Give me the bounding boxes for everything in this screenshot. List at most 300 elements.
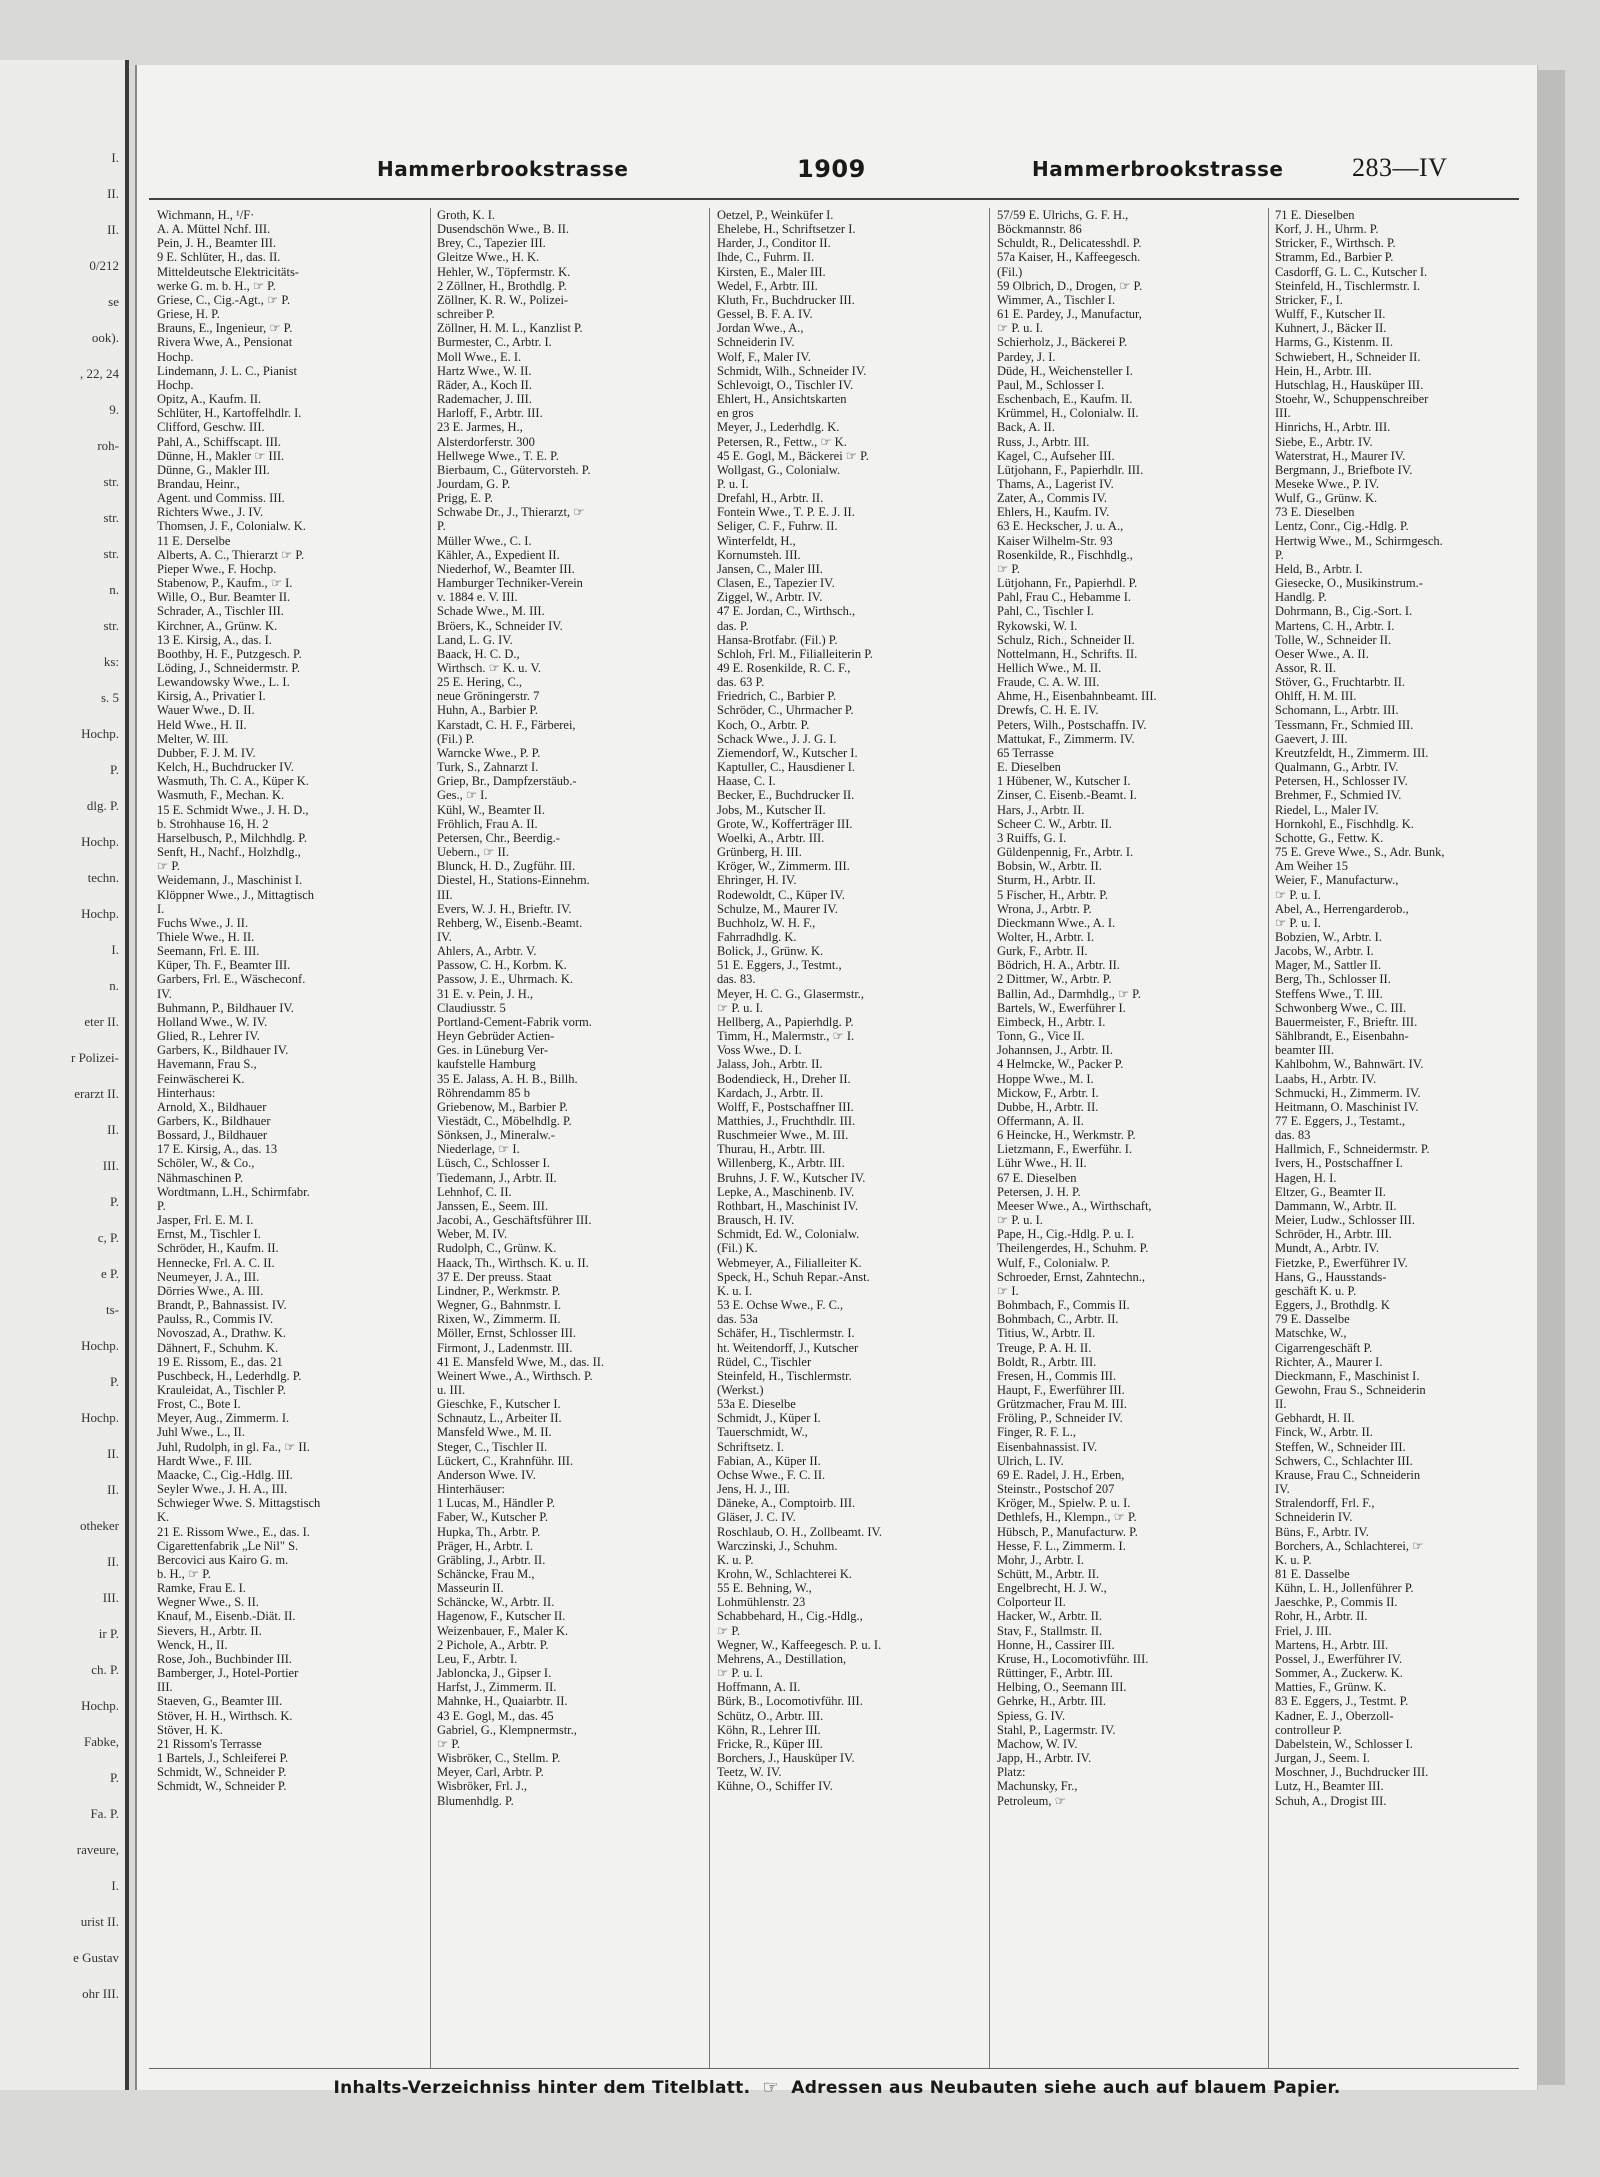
directory-entry: kaufstelle Hamburg: [437, 1057, 536, 1072]
directory-entry: Garbers, K., Bildhauer IV.: [157, 1043, 289, 1058]
directory-entry: Grünberg, H. III.: [717, 845, 802, 860]
directory-entry: Held, B., Arbtr. I.: [1275, 561, 1363, 576]
directory-entry: controlleur P.: [1275, 1722, 1342, 1737]
directory-entry: Schulze, M., Maurer IV.: [717, 901, 838, 916]
fragment-text: I.: [111, 942, 119, 957]
directory-entry: Stricker, F., I.: [1275, 292, 1343, 307]
directory-entry: Schack Wwe., J. J. G. I.: [717, 731, 837, 746]
directory-entry: Gräbling, J., Arbtr. II.: [437, 1552, 546, 1567]
directory-entry: Brausch, H. IV.: [717, 1213, 795, 1228]
page-number: 283—IV: [1352, 153, 1448, 182]
directory-entry: K. u. I.: [717, 1283, 753, 1298]
directory-entry: Müller Wwe., C. I.: [437, 533, 532, 548]
directory-entry: Laabs, H., Arbtr. IV.: [1275, 1071, 1377, 1086]
directory-entry: Lehnhof, C. II.: [437, 1184, 512, 1199]
fragment-text: erarzt II.: [74, 1086, 119, 1101]
directory-entry: Harselbusch, P., Milchhdlg. P.: [157, 830, 307, 845]
directory-entry: Woelki, A., Arbtr. III.: [717, 830, 825, 845]
directory-entry: Mansfeld Wwe., M. II.: [437, 1425, 552, 1440]
directory-entry: Bodendieck, H., Dreher II.: [717, 1071, 851, 1086]
directory-entry: Bossard, J., Bildhauer: [157, 1128, 268, 1143]
directory-entry: Fontein Wwe., T. P. E. J. II.: [717, 505, 855, 520]
directory-entry: Senft, H., Nachf., Holzhdlg.,: [157, 845, 301, 860]
directory-entry: Krohn, W., Schlachterei K.: [717, 1567, 853, 1581]
directory-entry: Maacke, C., Cig.-Hdlg. III.: [157, 1467, 293, 1482]
directory-entry: Wolf, F., Maler IV.: [717, 349, 811, 364]
directory-entry: Haack, Th., Wirthsch. K. u. II.: [437, 1255, 589, 1270]
directory-entry: Röhrendamm 85 b: [437, 1085, 531, 1100]
directory-entry: Hupka, Th., Arbtr. P.: [437, 1524, 541, 1539]
directory-page: [135, 65, 1538, 2098]
directory-entry: Brey, C., Tapezier III.: [437, 236, 546, 251]
directory-entry: Timm, H., Malermstr., ☞ I.: [717, 1029, 855, 1044]
directory-entry: Hellwege Wwe., T. E. P.: [437, 448, 559, 463]
fragment-text: II.: [107, 222, 119, 237]
directory-entry: Dünne, G., Makler III.: [157, 462, 270, 477]
directory-entry: Staeven, G., Beamter III.: [157, 1694, 283, 1709]
directory-entry: Glied, R., Lehrer IV.: [157, 1029, 260, 1044]
fragment-text: II.: [107, 186, 119, 201]
directory-entry: Rohr, H., Arbtr. II.: [1275, 1609, 1368, 1624]
directory-entry: 2 Dittmer, W., Arbtr. P.: [997, 972, 1112, 987]
fragment-text: ohr III.: [82, 1986, 119, 2001]
directory-entry: Fröling, P., Schneider IV.: [997, 1411, 1123, 1426]
directory-entry: Borchers, A., Schlachterei, ☞: [1275, 1538, 1424, 1553]
fragment-text: ir P.: [98, 1626, 119, 1641]
directory-entry: Kardach, J., Arbtr. II.: [717, 1085, 824, 1100]
directory-entry: Präger, H., Arbtr. I.: [437, 1538, 534, 1553]
directory-entry: Wolter, H., Arbtr. I.: [997, 929, 1095, 944]
directory-entry: das. 83: [1275, 1128, 1311, 1143]
directory-entry: Willenberg, K., Arbtr. III.: [717, 1156, 845, 1171]
directory-entry: 57/59 E. Ulrichs, G. F. H.,: [997, 208, 1129, 222]
directory-entry: Hertwig Wwe., M., Schirmgesch.: [1275, 533, 1443, 548]
fragment-text: c, P.: [97, 1230, 119, 1245]
directory-entry: Pahl, C., Tischler I.: [997, 604, 1094, 619]
column-divider: [430, 208, 431, 2068]
directory-entry: Mundt, A., Arbtr. IV.: [1275, 1241, 1379, 1256]
directory-entry: Schlevoigt, O., Tischler IV.: [717, 377, 854, 392]
directory-entry: Lohmühlenstr. 23: [717, 1595, 806, 1610]
fragment-text: r Polizei-: [70, 1050, 119, 1065]
directory-entry: P. u. I.: [717, 476, 749, 491]
column-5: [1275, 208, 1539, 2068]
directory-entry: Weidemann, J., Maschinist I.: [157, 873, 303, 888]
directory-entry: Wauer Wwe., D. II.: [157, 703, 255, 718]
directory-entry: Matschke, W.,: [1275, 1326, 1347, 1341]
directory-entry: Mohr, J., Arbtr. I.: [997, 1552, 1084, 1567]
directory-entry: Garbers, Frl. E., Wäscheconf.: [157, 972, 306, 987]
directory-entry: Schöler, W., & Co.,: [157, 1156, 255, 1171]
directory-entry: Meier, Ludw., Schlosser III.: [1275, 1213, 1415, 1228]
fragment-text: se: [108, 294, 119, 309]
directory-entry: Niederhof, W., Beamter III.: [437, 561, 575, 576]
directory-entry: Rosenkilde, R., Fischhdlg.,: [997, 547, 1133, 562]
directory-entry: Schwabe Dr., J., Thierarzt, ☞: [437, 505, 585, 520]
directory-entry: Gleitze Wwe., H. K.: [437, 250, 540, 265]
directory-entry: Haupt, F., Ewerführer III.: [997, 1382, 1125, 1397]
fragment-text: s. 5: [100, 690, 119, 705]
fragment-text: raveure,: [76, 1842, 119, 1857]
directory-entry: Hellberg, A., Papierhdlg. P.: [717, 1014, 854, 1029]
directory-entry: Bercovici aus Kairo G. m.: [157, 1552, 289, 1567]
fragment-text: Fa. P.: [90, 1806, 119, 1821]
directory-entry: 23 E. Jarmes, H.,: [437, 420, 523, 435]
directory-entry: Bobsin, W., Arbtr. II.: [997, 859, 1102, 874]
directory-entry: Zinser, C. Eisenb.-Beamt. I.: [997, 788, 1137, 803]
directory-entry: 83 E. Eggers, J., Testmt. P.: [1275, 1694, 1409, 1709]
directory-entry: Brehmer, F., Schmied IV.: [1275, 788, 1402, 803]
header-rule: [149, 198, 1519, 200]
directory-entry: Schwiebert, H., Schneider II.: [1275, 349, 1421, 364]
directory-entry: Lüsch, C., Schlosser I.: [437, 1156, 550, 1171]
directory-entry: Mickow, F., Arbtr. I.: [997, 1085, 1099, 1100]
directory-entry: Ziemendorf, W., Kutscher I.: [717, 745, 858, 760]
directory-entry: Dethlefs, H., Klempn., ☞ P.: [997, 1510, 1137, 1525]
directory-entry: Schroeder, Ernst, Zahntechn.,: [997, 1269, 1146, 1284]
directory-entry: Wasmuth, F., Mechan. K.: [157, 788, 285, 803]
directory-entry: Gaevert, J. III.: [1275, 731, 1348, 746]
directory-entry: 55 E. Behning, W.,: [717, 1581, 812, 1596]
directory-entry: Zöllner, K. R. W., Polizei-: [437, 292, 569, 307]
directory-entry: 4 Helmcke, W., Packer P.: [997, 1057, 1124, 1072]
directory-entry: Kühl, W., Beamter II.: [437, 802, 545, 817]
directory-entry: Hinrichs, H., Arbtr. III.: [1275, 420, 1391, 435]
directory-entry: Jordan Wwe., A.,: [717, 321, 804, 336]
directory-entry: Neumeyer, J. A., III.: [157, 1269, 260, 1284]
directory-entry: Puschbeck, H., Lederhdlg. P.: [157, 1368, 302, 1383]
directory-entry: Matthies, J., Fruchthdlr. III.: [717, 1114, 856, 1128]
directory-entry: Fricke, R., Küper III.: [717, 1736, 823, 1751]
directory-entry: Kühn, L. H., Jollenführer P.: [1275, 1581, 1414, 1596]
directory-entry: Kaptuller, C., Hausdiener I.: [717, 760, 856, 775]
directory-entry: K. u. P.: [717, 1552, 754, 1567]
directory-entry: Güldenpennig, Fr., Arbtr. I.: [997, 845, 1134, 860]
directory-entry: Bödrich, H. A., Arbtr. II.: [997, 958, 1120, 973]
directory-entry: Jobs, M., Kutscher II.: [717, 802, 826, 817]
directory-entry: Oetzel, P., Weinküfer I.: [717, 208, 834, 222]
directory-entry: Jacobi, A., Geschäftsführer III.: [437, 1213, 592, 1228]
directory-entry: Stabenow, P., Kaufm., ☞ I.: [157, 576, 293, 591]
directory-entry: Hardt Wwe., F. III.: [157, 1453, 252, 1468]
fragment-text: II.: [107, 1446, 119, 1461]
directory-entry: Gessel, B. F. A. IV.: [717, 307, 813, 322]
directory-entry: Platz:: [997, 1765, 1026, 1780]
directory-entry: Evers, W. J. H., Brieftr. IV.: [437, 901, 572, 916]
directory-entry: Niederlage, ☞ I.: [437, 1142, 520, 1157]
directory-entry: Johannsen, J., Arbtr. II.: [997, 1043, 1113, 1058]
directory-entry: Gebhardt, H. II.: [1275, 1411, 1355, 1426]
directory-entry: K. u. P.: [1275, 1552, 1312, 1567]
directory-entry: Pahl, Frau C., Hebamme I.: [997, 590, 1132, 605]
directory-entry: Lewandowsky Wwe., L. I.: [157, 675, 290, 690]
directory-entry: Assor, R. II.: [1275, 661, 1336, 675]
column-divider: [989, 208, 990, 2068]
directory-entry: Blunck, H. D., Zugführ. III.: [437, 859, 576, 874]
directory-entry: Griebenow, M., Barbier P.: [437, 1099, 568, 1114]
directory-entry: Harfst, J., Zimmerm. II.: [437, 1680, 557, 1695]
directory-entry: Schade Wwe., M. III.: [437, 604, 545, 619]
directory-entry: Tessmann, Fr., Schmied III.: [1275, 717, 1414, 732]
fragment-text: Hochp.: [81, 1698, 119, 1713]
directory-entry: Harms, G., Kistenm. II.: [1275, 335, 1394, 350]
directory-entry: 35 E. Jalass, A. H. B., Billh.: [437, 1071, 578, 1086]
directory-entry: Lentz, Conr., Cig.-Hdlg. P.: [1275, 519, 1409, 534]
directory-entry: Possel, J., Ewerführer IV.: [1275, 1651, 1403, 1666]
directory-entry: Opitz, A., Kaufm. II.: [157, 392, 262, 407]
directory-entry: Machow, W. IV.: [997, 1736, 1078, 1751]
fragment-text: P.: [109, 1194, 119, 1209]
directory-entry: Löding, J., Schneidermstr. P.: [157, 661, 301, 675]
directory-entry: Eltzer, G., Beamter II.: [1275, 1184, 1386, 1199]
directory-entry: ☞ P. u. I.: [717, 1000, 763, 1015]
directory-entry: Kähler, A., Expedient II.: [437, 547, 560, 562]
directory-entry: Cigarrengeschäft P.: [1275, 1340, 1373, 1355]
directory-entry: Wulf, F., Colonialw. P.: [997, 1255, 1110, 1270]
directory-entry: Klöppner Wwe., J., Mittagtisch: [157, 887, 315, 902]
directory-entry: Faber, W., Kutscher P.: [437, 1510, 548, 1525]
directory-entry: Garbers, K., Bildhauer: [157, 1114, 271, 1128]
footer-rule: [149, 2068, 1519, 2069]
directory-entry: Krümmel, H., Colonialw. II.: [997, 406, 1139, 421]
directory-entry: Claudiusstr. 5: [437, 1000, 506, 1015]
fragment-text: II.: [107, 1554, 119, 1569]
directory-entry: Blumenhdlg. P.: [437, 1793, 514, 1808]
directory-entry: Bauermeister, F., Brieftr. III.: [1275, 1014, 1418, 1029]
directory-entry: Bröers, K., Schneider IV.: [437, 618, 563, 633]
directory-entry: 61 E. Pardey, J., Manufactur,: [997, 307, 1142, 322]
directory-entry: Lütjohann, F., Papierhdlr. III.: [997, 462, 1144, 477]
directory-entry: Hinterhaus:: [157, 1085, 216, 1100]
directory-entry: P.: [157, 1198, 166, 1213]
directory-entry: Dammann, W., Arbtr. II.: [1275, 1198, 1397, 1213]
directory-entry: Alsterdorferstr. 300: [437, 434, 535, 449]
directory-entry: Meyer, H. C. G., Glasermstr.,: [717, 986, 865, 1001]
directory-entry: Schuh, A., Drogist III.: [1275, 1793, 1387, 1808]
directory-entry: Haase, C. I.: [717, 774, 776, 789]
directory-entry: 53a E. Dieselbe: [717, 1397, 796, 1412]
directory-entry: Ges., ☞ I.: [437, 788, 488, 803]
directory-entry: Helbing, O., Seemann III.: [997, 1680, 1127, 1695]
fragment-text: I.: [111, 1878, 119, 1893]
directory-entry: Kadner, E. J., Oberzoll-: [1275, 1708, 1394, 1723]
fragment-text: , 22, 24: [80, 366, 119, 381]
directory-entry: Sönksen, J., Mineralw.-: [437, 1128, 555, 1143]
directory-entry: Ehringer, H. IV.: [717, 873, 797, 888]
directory-entry: Ballin, Ad., Darmhdlg., ☞ P.: [997, 986, 1141, 1001]
directory-entry: ☞ P.: [717, 1623, 741, 1638]
directory-entry: Drewfs, C. H. E. IV.: [997, 703, 1099, 718]
directory-entry: Stramm, Ed., Barbier P.: [1275, 250, 1394, 265]
directory-entry: Dünne, H., Makler ☞ III.: [157, 448, 285, 463]
directory-entry: Hans, G., Hausstands-: [1275, 1269, 1387, 1284]
directory-entry: Hellich Wwe., M. II.: [997, 661, 1102, 675]
directory-entry: Wisbröker, Frl. J.,: [437, 1779, 527, 1794]
directory-entry: ☞ P. u. I.: [997, 321, 1043, 336]
directory-entry: Ohlff, H. M. III.: [1275, 689, 1357, 704]
directory-entry: 9 E. Schlüter, H., das. II.: [157, 250, 281, 265]
directory-entry: Hagen, H. I.: [1275, 1170, 1337, 1185]
directory-entry: Novoszad, A., Drathw. K.: [157, 1326, 287, 1341]
directory-entry: Jourdam, G. P.: [437, 476, 511, 491]
directory-entry: Wegner Wwe., S. II.: [157, 1595, 259, 1610]
directory-entry: Pahl, A., Schiffscapt. III.: [157, 434, 282, 449]
directory-entry: en gros: [717, 406, 754, 421]
directory-entry: 2 Pichole, A., Arbtr. P.: [437, 1637, 549, 1652]
fragment-text: eter II.: [84, 1014, 119, 1029]
directory-entry: beamter III.: [1275, 1043, 1334, 1058]
directory-entry: Masseurin II.: [437, 1581, 504, 1596]
directory-entry: Kröger, W., Zimmerm. III.: [717, 859, 850, 874]
directory-entry: Jurgan, J., Seem. I.: [1275, 1751, 1370, 1766]
directory-entry: Viestädt, C., Möbelhdlg. P.: [437, 1114, 572, 1128]
directory-entry: Rüdel, C., Tischler: [717, 1354, 812, 1369]
directory-entry: Schröder, H., Arbtr. III.: [1275, 1227, 1392, 1242]
directory-entry: Tonn, G., Vice II.: [997, 1029, 1085, 1044]
directory-entry: Weier, F., Manufacturw.,: [1275, 873, 1399, 888]
directory-entry: Schriftsetz. I.: [717, 1439, 784, 1454]
directory-entry: u. III.: [437, 1382, 466, 1397]
directory-entry: Steffens Wwe., T. III.: [1275, 986, 1383, 1001]
directory-entry: Ahme, H., Eisenbahnbeamt. III.: [997, 689, 1157, 704]
directory-entry: Borchers, J., Hausküper IV.: [717, 1751, 855, 1766]
directory-entry: 5 Fischer, H., Arbtr. P.: [997, 887, 1108, 902]
directory-entry: Abel, A., Herrengarderob.,: [1275, 901, 1409, 916]
directory-entry: Ziggel, W., Arbtr. IV.: [717, 590, 823, 605]
column-divider: [1268, 208, 1269, 2068]
directory-entry: Krause, Frau C., Schneiderin: [1275, 1467, 1421, 1482]
directory-entry: Dieckmann Wwe., A. I.: [997, 915, 1116, 930]
directory-entry: Uebern., ☞ II.: [437, 845, 509, 860]
directory-entry: Meeser Wwe., A., Wirthschaft,: [997, 1198, 1152, 1213]
directory-entry: Dörries Wwe., A. III.: [157, 1283, 264, 1298]
directory-entry: Friedrich, C., Barbier P.: [717, 689, 837, 704]
directory-entry: Moschner, J., Buchdrucker III.: [1275, 1765, 1429, 1780]
directory-entry: Portland-Cement-Fabrik vorm.: [437, 1014, 592, 1029]
directory-entry: Hesse, F. L., Zimmerm. I.: [997, 1538, 1126, 1553]
directory-entry: Hein, H., Arbtr. III.: [1275, 363, 1372, 378]
directory-entry: Rüttinger, F., Arbtr. III.: [997, 1666, 1113, 1681]
directory-entry: Havemann, Frau S.,: [157, 1057, 257, 1072]
directory-entry: Roschlaub, O. H., Zollbeamt. IV.: [717, 1524, 883, 1539]
directory-entry: Brauns, E., Ingenieur, ☞ P.: [157, 321, 293, 336]
directory-entry: Hochp.: [157, 349, 194, 364]
directory-entry: IV.: [157, 986, 172, 1001]
column-3: [717, 208, 981, 2068]
directory-entry: Steinfeld, H., Tischlermstr. I.: [1275, 278, 1421, 293]
directory-entry: Köhn, R., Lehrer III.: [717, 1722, 821, 1737]
directory-entry: Hinterhäuser:: [437, 1482, 506, 1497]
directory-entry: Jaeschke, P., Commis II.: [1275, 1595, 1398, 1610]
directory-entry: Knauf, M., Eisenb.-Diät. II.: [157, 1609, 296, 1624]
directory-entry: Schabbehard, H., Cig.-Hdlg.,: [717, 1609, 863, 1624]
directory-entry: Böckmannstr. 86: [997, 222, 1082, 237]
directory-entry: Ihde, C., Fuhrm. II.: [717, 250, 815, 265]
directory-entry: b. H., ☞ P.: [157, 1567, 211, 1581]
directory-entry: Lückert, C., Krahnführ. III.: [437, 1453, 574, 1468]
directory-entry: 45 E. Gogl, M., Bäckerei ☞ P.: [717, 448, 869, 463]
directory-entry: Schwonberg Wwe., C. III.: [1275, 1000, 1407, 1015]
directory-entry: Rykowski, W. I.: [997, 618, 1078, 633]
page-footer: [137, 2077, 1537, 2098]
directory-entry: Bobzien, W., Arbtr. I.: [1275, 929, 1382, 944]
fragment-text: n.: [109, 582, 119, 597]
directory-entry: Titius, W., Arbtr. II.: [997, 1326, 1096, 1341]
directory-entry: (Werkst.): [717, 1382, 764, 1397]
directory-entry: 25 E. Hering, C.,: [437, 675, 523, 690]
directory-entry: Rademacher, J. III.: [437, 392, 532, 407]
directory-entry: Bergmann, J., Briefbote IV.: [1275, 462, 1413, 477]
directory-entry: Land, L. G. IV.: [437, 632, 513, 647]
directory-entry: 57a Kaiser, H., Kaffeegesch.: [997, 250, 1141, 265]
directory-entry: Gurk, F., Arbtr. II.: [997, 944, 1088, 959]
directory-entry: 53 E. Ochse Wwe., F. C.,: [717, 1298, 844, 1313]
directory-entry: Lühr Wwe., H. II.: [997, 1156, 1087, 1171]
directory-entry: Bartels, W., Ewerführer I.: [997, 1000, 1126, 1015]
directory-entry: Meyer, Carl, Arbtr. P.: [437, 1765, 544, 1780]
fragment-text: Hochp.: [81, 726, 119, 741]
directory-entry: Hochp.: [157, 377, 194, 392]
fragment-text: Hochp.: [81, 906, 119, 921]
directory-entry: Pein, J. H., Beamter III.: [157, 236, 277, 251]
directory-entry: Ehlers, H., Kaufm. IV.: [997, 505, 1110, 520]
directory-entry: 73 E. Dieselben: [1275, 505, 1355, 520]
directory-entry: 13 E. Kirsig, A., das. I.: [157, 632, 272, 647]
directory-entry: IV.: [437, 929, 452, 944]
directory-entry: Rothbart, H., Maschinist IV.: [717, 1198, 859, 1213]
fragment-text: Hochp.: [81, 834, 119, 849]
directory-entry: Stav, F., Stallmstr. II.: [997, 1623, 1103, 1638]
directory-entry: Rudolph, C., Grünw. K.: [437, 1241, 557, 1256]
directory-entry: das. P.: [717, 618, 749, 633]
directory-entry: Lindner, P., Werkmstr. P.: [437, 1283, 561, 1298]
directory-entry: Hutschlag, H., Hausküper III.: [1275, 377, 1424, 392]
page-edge: [1537, 70, 1565, 2085]
directory-entry: Pieper Wwe., F. Hochp.: [157, 561, 277, 576]
directory-entry: Hoppe Wwe., M. I.: [997, 1071, 1094, 1086]
directory-entry: Schwers, C., Schlachter III.: [1275, 1453, 1413, 1468]
directory-entry: Wedel, F., Arbtr. III.: [717, 278, 818, 293]
directory-entry: Am Weiher 15: [1275, 859, 1349, 874]
directory-entry: Hornkohl, E., Fischhdlg. K.: [1275, 816, 1414, 831]
directory-entry: Hübsch, P., Manufacturw. P.: [997, 1524, 1138, 1539]
directory-entry: Brandt, P., Bahnassist. IV.: [157, 1298, 287, 1313]
fragment-text: II.: [107, 1482, 119, 1497]
directory-entry: Back, A. II.: [997, 420, 1055, 435]
directory-entry: Moll Wwe., E. I.: [437, 349, 522, 364]
directory-entry: Griep, Br., Dampfzerstäub.-: [437, 774, 577, 789]
directory-entry: 3 Ruiffs, G. I.: [997, 830, 1067, 845]
directory-entry: Speck, H., Schuh Repar.-Anst.: [717, 1269, 870, 1284]
directory-entry: Thomsen, J. F., Colonialw. K.: [157, 519, 306, 534]
directory-entry: 49 E. Rosenkilde, R. C. F.,: [717, 661, 851, 675]
directory-entry: 37 E. Der preuss. Staat: [437, 1269, 552, 1284]
fragment-text: Fabke,: [83, 1734, 119, 1749]
directory-entry: Dabelstein, W., Schlosser I.: [1275, 1736, 1413, 1751]
directory-entry: Zöllner, H. M. L., Kanzlist P.: [437, 321, 583, 336]
directory-entry: ☞ P. u. I.: [717, 1666, 763, 1681]
directory-entry: Oeser Wwe., A. II.: [1275, 646, 1369, 661]
directory-entry: Schierholz, J., Bäckerei P.: [997, 335, 1128, 350]
directory-entry: Schröder, H., Kaufm. II.: [157, 1241, 279, 1256]
directory-entry: ☞ P.: [157, 859, 181, 874]
directory-entry: 21 Rissom's Terrasse: [157, 1736, 262, 1751]
directory-entry: Wegner, G., Bahnmstr. I.: [437, 1298, 562, 1313]
directory-entry: Schütz, O., Arbtr. III.: [717, 1708, 824, 1723]
directory-entry: (Fil.): [997, 264, 1023, 279]
directory-entry: Russ, J., Arbtr. III.: [997, 434, 1090, 449]
directory-entry: Hars, J., Arbtr. II.: [997, 802, 1085, 817]
